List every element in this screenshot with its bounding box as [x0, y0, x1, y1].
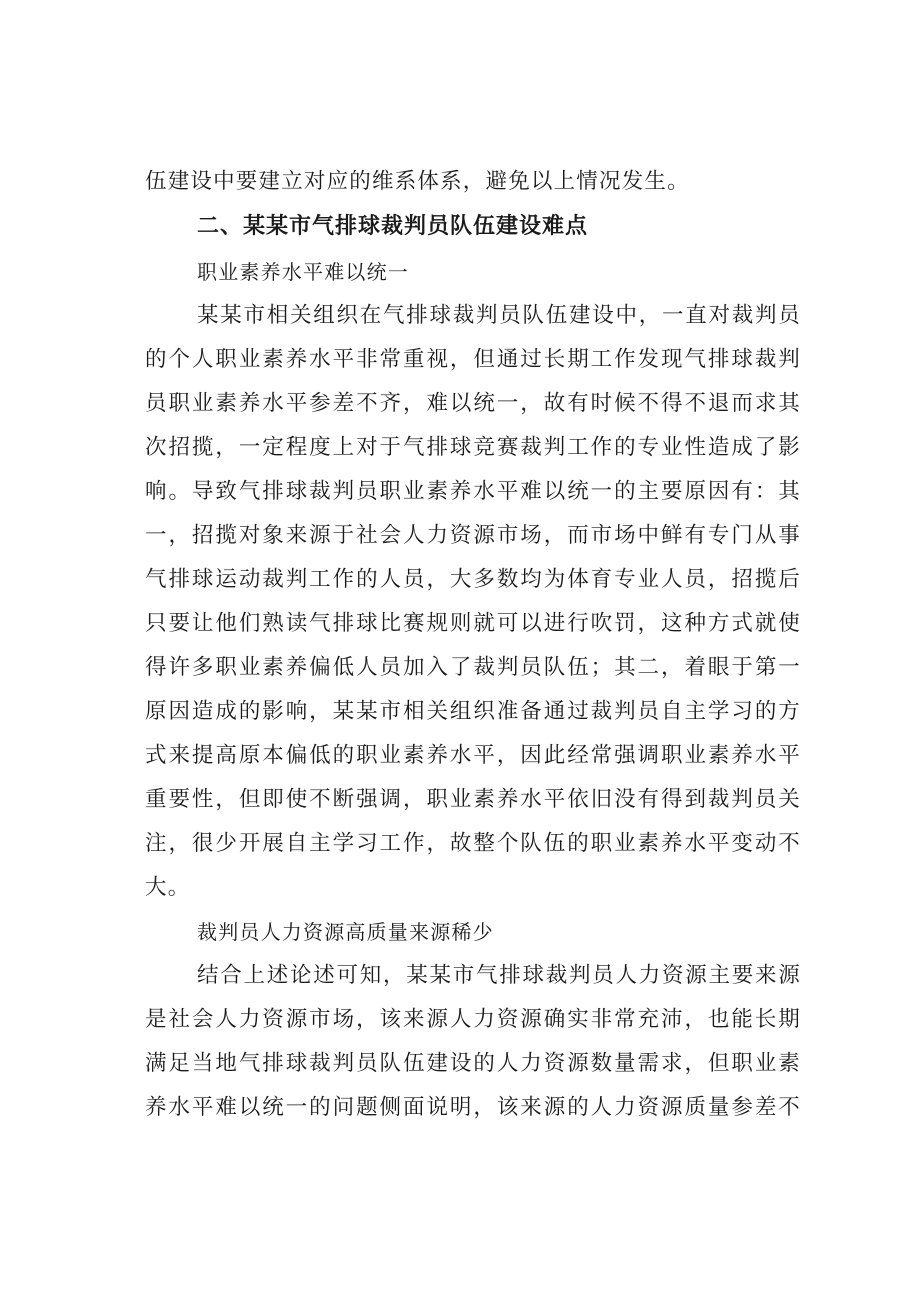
paragraph-line: 响。导致气排球裁判员职业素养水平难以统一的主要原因有：其 — [145, 479, 801, 504]
paragraph-line: 结合上述论述可知，某某市气排球裁判员人力资源主要来源 — [197, 963, 801, 988]
paragraph-line: 满足当地气排球裁判员队伍建设的人力资源数量需求，但职业素 — [145, 1051, 801, 1076]
paragraph-1 — [145, 294, 801, 910]
paragraph-line: 是社会人力资源市场，该来源人力资源确实非常充沛，也能长期 — [145, 1007, 801, 1032]
document-page — [145, 160, 801, 1130]
subsection-title-1: 职业素养水平难以统一 — [197, 260, 409, 284]
paragraph-line: 大。 — [145, 875, 191, 900]
paragraph-line: 员职业素养水平参差不齐，难以统一，故有时候不得不退而求其 — [145, 391, 801, 416]
paragraph-2 — [145, 954, 801, 1130]
paragraph-line: 注，很少开展自主学习工作，故整个队伍的职业素养水平变动不 — [145, 831, 801, 856]
paragraph-line: 原因造成的影响，某某市相关组织准备通过裁判员自主学习的方 — [145, 699, 801, 724]
paragraph-line: 得许多职业素养偏低人员加入了裁判员队伍；其二，着眼于第一 — [145, 655, 801, 680]
intro-line: 伍建设中要建立对应的维系体系，避免以上情况发生。 — [145, 169, 690, 194]
paragraph-line: 的个人职业素养水平非常重视，但通过长期工作发现气排球裁判 — [145, 347, 801, 372]
paragraph-line: 次招揽，一定程度上对于气排球竞赛裁判工作的专业性造成了影 — [145, 435, 801, 460]
paragraph-line: 只要让他们熟读气排球比赛规则就可以进行吹罚，这种方式就使 — [145, 611, 801, 636]
paragraph-line: 气排球运动裁判工作的人员，大多数均为体育专业人员，招揽后 — [145, 567, 801, 592]
paragraph-line: 某某市相关组织在气排球裁判员队伍建设中，一直对裁判员 — [197, 303, 801, 328]
paragraph-line: 重要性，但即使不断强调，职业素养水平依旧没有得到裁判员关 — [145, 787, 801, 812]
paragraph-line: 一，招揽对象来源于社会人力资源市场，而市场中鲜有专门从事 — [145, 523, 801, 548]
paragraph-line: 式来提高原本偏低的职业素养水平，因此经常强调职业素养水平 — [145, 743, 801, 768]
subsection-title-2: 裁判员人力资源高质量来源稀少 — [197, 920, 494, 944]
section-heading: 二、某某市气排球裁判员队伍建设难点 — [197, 214, 589, 239]
paragraph-line: 养水平难以统一的问题侧面说明，该来源的人力资源质量参差不 — [145, 1095, 801, 1120]
